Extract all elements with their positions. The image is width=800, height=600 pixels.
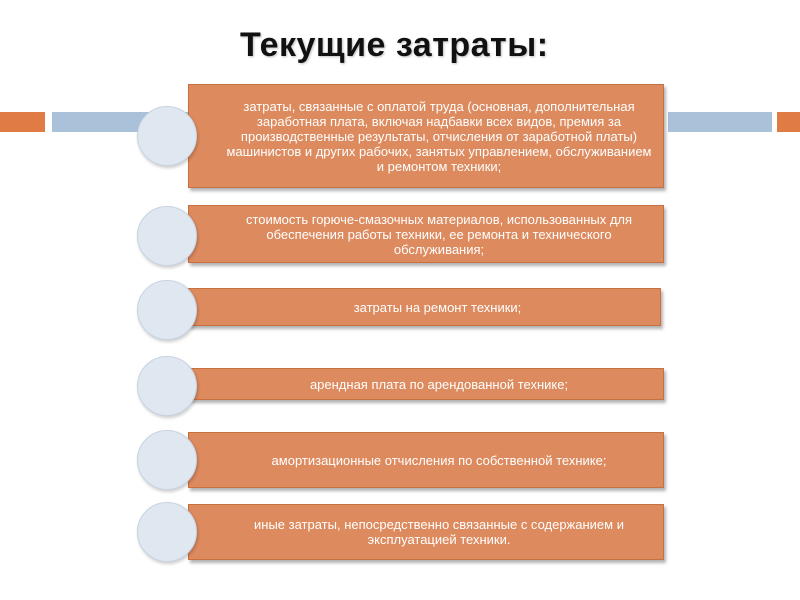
list-item-text: иные затраты, непосредственно связанные с содержанием и эксплуатацией техники. (254, 517, 624, 547)
decor-stripe-blue-right (668, 112, 772, 132)
list-item-other-costs (188, 504, 664, 560)
list-item-text: затраты на ремонт техники; (353, 299, 522, 315)
list-item-repair-costs (188, 288, 661, 326)
slide-title: Текущие затраты: (240, 26, 549, 64)
decor-stripe-orange-left (0, 112, 45, 132)
list-item-text: арендная плата по арендованной технике; (309, 376, 569, 392)
list-item-labor-costs (188, 84, 664, 188)
list-item-text: амортизационные отчисления по собственной технике; (271, 452, 607, 468)
list-item-rent-costs (188, 368, 664, 400)
bullet-circle (137, 106, 197, 166)
bullet-circle (137, 430, 197, 490)
bullet-circle (137, 280, 197, 340)
bullet-circle (137, 356, 197, 416)
list-item-text: затраты, связанные с оплатой труда (основная, дополнительная заработная плата, включая надбавки всех видов, премия за производственные результаты, отчисления от заработной платы) машинистов и других рабочих, занятых управлением, обслуживанием и ремонтом техники; (226, 98, 652, 174)
decor-stripe-orange-right (777, 112, 800, 132)
bullet-circle (137, 502, 197, 562)
list-item-text: стоимость горюче-смазочных материалов, использованных для обеспечения работы техники, ее ремонта и технического обслуживания; (245, 211, 633, 257)
list-item-fuel-costs (188, 205, 664, 263)
list-item-depreciation (188, 432, 664, 488)
bullet-circle (137, 206, 197, 266)
